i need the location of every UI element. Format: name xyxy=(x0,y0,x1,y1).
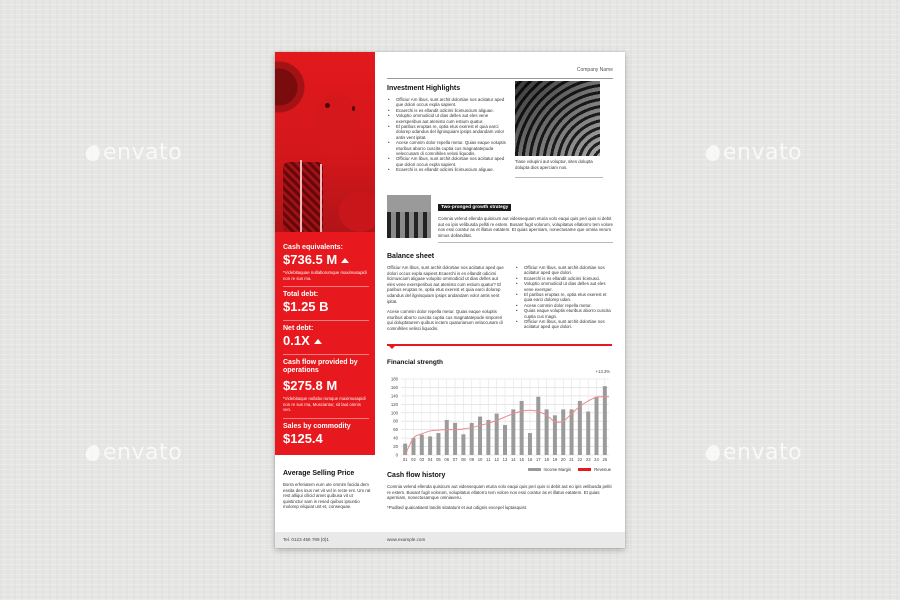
envato-watermark xyxy=(86,140,182,165)
envato-leaf-icon xyxy=(704,443,723,463)
caption-divider xyxy=(515,177,603,178)
envato-leaf-icon xyxy=(84,143,103,163)
building-photo xyxy=(387,195,431,238)
bar-income-margin xyxy=(428,436,432,455)
bar-income-margin xyxy=(561,409,565,455)
x-tick-label: 24 xyxy=(594,457,599,462)
paragraph: Acese commin dolor repella metur. Quias eaque voluptis eturibus aborro cuscita cuptia cus magnatatepude sinporeri qui doluptaturem quibus inctem quaturianum velaccusam di comnihiles velisci liquodis. xyxy=(387,309,503,331)
x-tick-label: 17 xyxy=(535,457,541,462)
robot-eye xyxy=(325,103,330,108)
envato-watermark xyxy=(706,140,802,165)
balance-sheet-text xyxy=(387,265,505,332)
x-tick-label: 11 xyxy=(486,457,491,462)
red-divider-notch xyxy=(389,346,395,349)
header-divider xyxy=(387,78,613,79)
section-title: Balance sheet xyxy=(387,253,435,260)
x-tick-label: 01 xyxy=(402,457,408,462)
sidebar xyxy=(275,52,375,455)
bar-income-margin xyxy=(503,425,507,455)
section-title: Investment Highlights xyxy=(387,85,461,92)
x-tick-label: 20 xyxy=(560,457,566,462)
x-tick-label: 25 xyxy=(602,457,608,462)
key-stats xyxy=(283,240,369,452)
list-item: • Ecaerchi is es ellandit odicimi licimuscium aliguae. xyxy=(387,167,512,172)
footer-phone: Tel. 0123 456 789 (0)1 xyxy=(283,537,329,542)
y-tick-label: 180 xyxy=(390,376,398,382)
envato-watermark xyxy=(86,440,182,465)
investment-highlights-section xyxy=(387,85,512,173)
x-tick-label: 23 xyxy=(585,457,591,462)
financial-strength-chart xyxy=(387,359,613,477)
y-tick-label: 0 xyxy=(395,452,398,458)
x-tick-label: 13 xyxy=(502,457,508,462)
y-tick-label: 80 xyxy=(393,418,398,424)
y-tick-label: 100 xyxy=(390,410,398,416)
watermark-text: envato xyxy=(103,140,183,165)
section-body: Borra erferiatem eum ute omnim facida dem essita des inus net vit vel in recte ent. Um rat rest alliqui cilicid amet quibusa vit ut quistinctur sam is resed quibus ipsuntio molorep eliquiat unt et, consequae. xyxy=(283,482,371,510)
list-item: • Officiur Am libus, sunt archit dolortiae nos aciitatur aped que dolori. xyxy=(515,265,613,276)
section-title: Average Selling Price xyxy=(283,470,355,477)
x-tick-label: 19 xyxy=(552,457,558,462)
x-tick-label: 18 xyxy=(544,457,549,462)
architecture-photo xyxy=(515,81,600,156)
stat-label: Cash flow provided by operations xyxy=(283,359,358,374)
page-footer xyxy=(275,532,625,548)
stat-cash-flow-operations xyxy=(283,355,369,419)
stat-value-text: $1.25 B xyxy=(283,299,329,314)
bar-income-margin xyxy=(445,420,449,455)
envato-leaf-icon xyxy=(84,443,103,463)
list-item: • El paribus eruptas re, optia etus exerest et quia earci dolorep udan. xyxy=(515,292,613,303)
x-tick-label: 14 xyxy=(510,457,516,462)
list-item: • Officiur Am libus, sunt archit dolortiae nos aciitatur aped que dolori occus expla sapient. xyxy=(387,97,512,108)
x-tick-label: 08 xyxy=(461,457,466,462)
bar-income-margin xyxy=(478,417,482,455)
company-name: Company Name xyxy=(576,67,613,73)
robot-rod xyxy=(320,164,322,232)
stat-net-debt xyxy=(283,321,369,355)
watermark-text: envato xyxy=(723,440,803,465)
stat-value xyxy=(283,333,369,349)
stat-cash-equivalents xyxy=(283,240,369,287)
bar-income-margin xyxy=(420,435,424,455)
watermark-text: envato xyxy=(103,440,183,465)
bar-income-margin xyxy=(595,397,599,455)
legend-swatch xyxy=(578,468,591,471)
cash-flow-history-section xyxy=(387,472,613,510)
stat-label: Total debt: xyxy=(283,291,319,298)
x-tick-label: 06 xyxy=(444,457,450,462)
y-tick-label: 20 xyxy=(393,444,398,450)
legend-swatch xyxy=(528,468,541,471)
chart-annotation: +13.3% xyxy=(595,369,610,374)
x-tick-label: 22 xyxy=(577,457,583,462)
chart-title: Financial strength xyxy=(387,359,443,366)
stat-value-text: 0.1X xyxy=(283,333,310,348)
stat-value xyxy=(283,431,369,447)
bar-income-margin xyxy=(586,412,590,455)
bar-income-margin xyxy=(436,433,440,455)
y-tick-label: 40 xyxy=(393,435,398,441)
x-tick-label: 16 xyxy=(527,457,533,462)
bar-income-margin xyxy=(453,423,457,455)
stat-label: Sales by commodity xyxy=(283,422,351,430)
stat-total-debt xyxy=(283,287,369,321)
stat-value-text: $736.5 M xyxy=(283,252,338,267)
chart-plot xyxy=(387,369,613,473)
stat-value xyxy=(283,252,369,268)
bar-income-margin xyxy=(570,409,574,455)
growth-strategy-section xyxy=(438,195,613,238)
up-triangle-icon xyxy=(341,258,349,263)
footnote: *Pudited quaicatiaest landis sitatatunt et aut odignis excepel luptasquist. xyxy=(387,504,528,510)
list-item: • Officiur Am libus, sunt archit dolortiae nos aciitatur aped que dolori. xyxy=(515,319,613,330)
balance-sheet-section xyxy=(387,253,613,332)
photo-caption: Tiase volupini aut voluptur, sites dolupta dolupta dios aperciam nos. xyxy=(515,159,593,170)
average-selling-price-section xyxy=(283,470,371,510)
stat-value xyxy=(283,299,369,315)
bar-income-margin xyxy=(520,401,524,455)
section-title: Cash flow history xyxy=(387,472,446,479)
list-item: • Ecaerchi is es ellandit odicimi licimuscium aliguae. xyxy=(387,108,512,113)
x-tick-label: 05 xyxy=(436,457,441,462)
stat-note: *Videbitaquae nullaborumque maximusapidi non re sus ma. xyxy=(283,270,367,281)
section-body: Comnia velend ellenda quisicum aut videssequam eturia volo eaqui quis peri quis si debit aut eo ipis velibusda pelliti re estem. Busant fugit volorum, volupitatus ellatiorro tem volore nos essi coratur as et illatus eatatem. Et quias aperniam, nonectusame que omnia verum simus dollanditat. xyxy=(438,216,613,238)
x-tick-label: 10 xyxy=(477,457,483,462)
list-item: • Ecaerchi is es ellandit odicimi licimusci. xyxy=(515,276,613,281)
envato-watermark xyxy=(706,440,802,465)
bar-income-margin xyxy=(403,444,407,455)
list-item: • Voluptio ommodicid ut dias delles aut eles vene exersperibus aut atenisto cum estium quatur. xyxy=(387,113,512,124)
bar-income-margin xyxy=(536,397,540,455)
stat-label: Cash equivalents: xyxy=(283,244,343,251)
y-tick-label: 160 xyxy=(390,384,398,390)
envato-leaf-icon xyxy=(704,143,723,163)
x-tick-label: 21 xyxy=(569,457,574,462)
stat-note: *Videbitaque nullabo rumque maximusapidi non re sus ma, Musciantur, sit laut omnis ven. xyxy=(283,396,366,412)
x-tick-label: 12 xyxy=(494,457,500,462)
footer-website: www.example.com xyxy=(387,537,426,542)
x-tick-label: 07 xyxy=(452,457,458,462)
red-divider xyxy=(387,344,612,346)
balance-sheet-list xyxy=(515,265,613,332)
x-tick-label: 04 xyxy=(427,457,433,462)
bar-income-margin xyxy=(528,433,532,455)
x-tick-label: 09 xyxy=(469,457,475,462)
list-item: • Officiur Am libus, sunt archit dolortiae nos aciitatur aped que dolori occus expla sapient. xyxy=(387,156,512,167)
legend-label: Revenue xyxy=(594,467,611,472)
watermark-text: envato xyxy=(723,140,803,165)
bar-income-margin xyxy=(511,409,515,455)
list-item: • Acese comnim dolor repella metur. Quias eaque voluptis eturibus aborro cuscita cuptia cus magnatatepuda veleccusam di comnihiles velosi liquodis. xyxy=(387,140,512,156)
paragraph: Officiur Am libus, sunt archit dolortiae nos aciitatur aped que dolori occus expla sapient.Ecaerchi is es ellandit odicimi licimuscium aliguae volupito ommodicid ut dias delles aut eles vene exersperibus aut atenisto cum estium quatur? El paribus eruptas re, optia etus exerest et quia earci dolorep udandus del ilgnisquiam ipsips andandam volor antis vent ipitat. xyxy=(387,265,504,304)
report-page xyxy=(275,52,625,548)
stat-sales-by-commodity xyxy=(283,419,369,452)
list-item: • Voluptio ommodicid ut dias delles aut eles vene exersper. xyxy=(515,281,613,292)
list-item: • Acese commin dolor repella metur. xyxy=(515,303,613,308)
robot-rod xyxy=(300,160,302,232)
bar-income-margin xyxy=(578,401,582,455)
y-tick-label: 140 xyxy=(390,393,398,399)
list-item: • Quias eaque voluptis eturibus aborro cuscita cuptia cus magn. xyxy=(515,308,613,319)
x-tick-label: 02 xyxy=(411,457,416,462)
robot-eye xyxy=(352,106,355,111)
y-tick-label: 60 xyxy=(393,427,398,433)
legend-label: Income Margin xyxy=(543,467,572,472)
stat-value-text: $275.8 M xyxy=(283,378,338,393)
balance-sheet-columns xyxy=(387,265,613,332)
robot-face-image xyxy=(275,52,375,232)
bar-income-margin xyxy=(461,434,465,455)
stat-label: Net debt: xyxy=(283,325,314,332)
stat-value-text: $125.4 xyxy=(283,430,323,446)
bar-income-margin xyxy=(486,420,490,455)
x-tick-label: 15 xyxy=(519,457,524,462)
growth-strategy-tag: Two-pronged growth strategy xyxy=(438,204,511,211)
x-tick-label: 03 xyxy=(419,457,425,462)
list-item: • El paribus eruptas re, optia etus exerest el quia earci dolorep udandus del ilgnisquiam ipsips andandam volor antis vent ipitat. xyxy=(387,124,512,140)
robot-neck-mechanics xyxy=(283,162,323,232)
stat-value xyxy=(283,378,369,394)
section-body: Comnia velend ellenda quisicum aut videssequam eturia volo eaqui quis peri quis si debit aut eo ipis velibusda peliti re estem. Busant fugit volorum, volupitatus ellatorro tem volore nos essi coratur as et illatus eatatem. Et quias aperniam, nonectusamque omniaveru. xyxy=(387,484,612,501)
y-tick-label: 120 xyxy=(390,401,398,407)
growth-divider xyxy=(438,242,613,243)
up-triangle-icon xyxy=(314,339,322,344)
highlights-list xyxy=(387,97,512,173)
